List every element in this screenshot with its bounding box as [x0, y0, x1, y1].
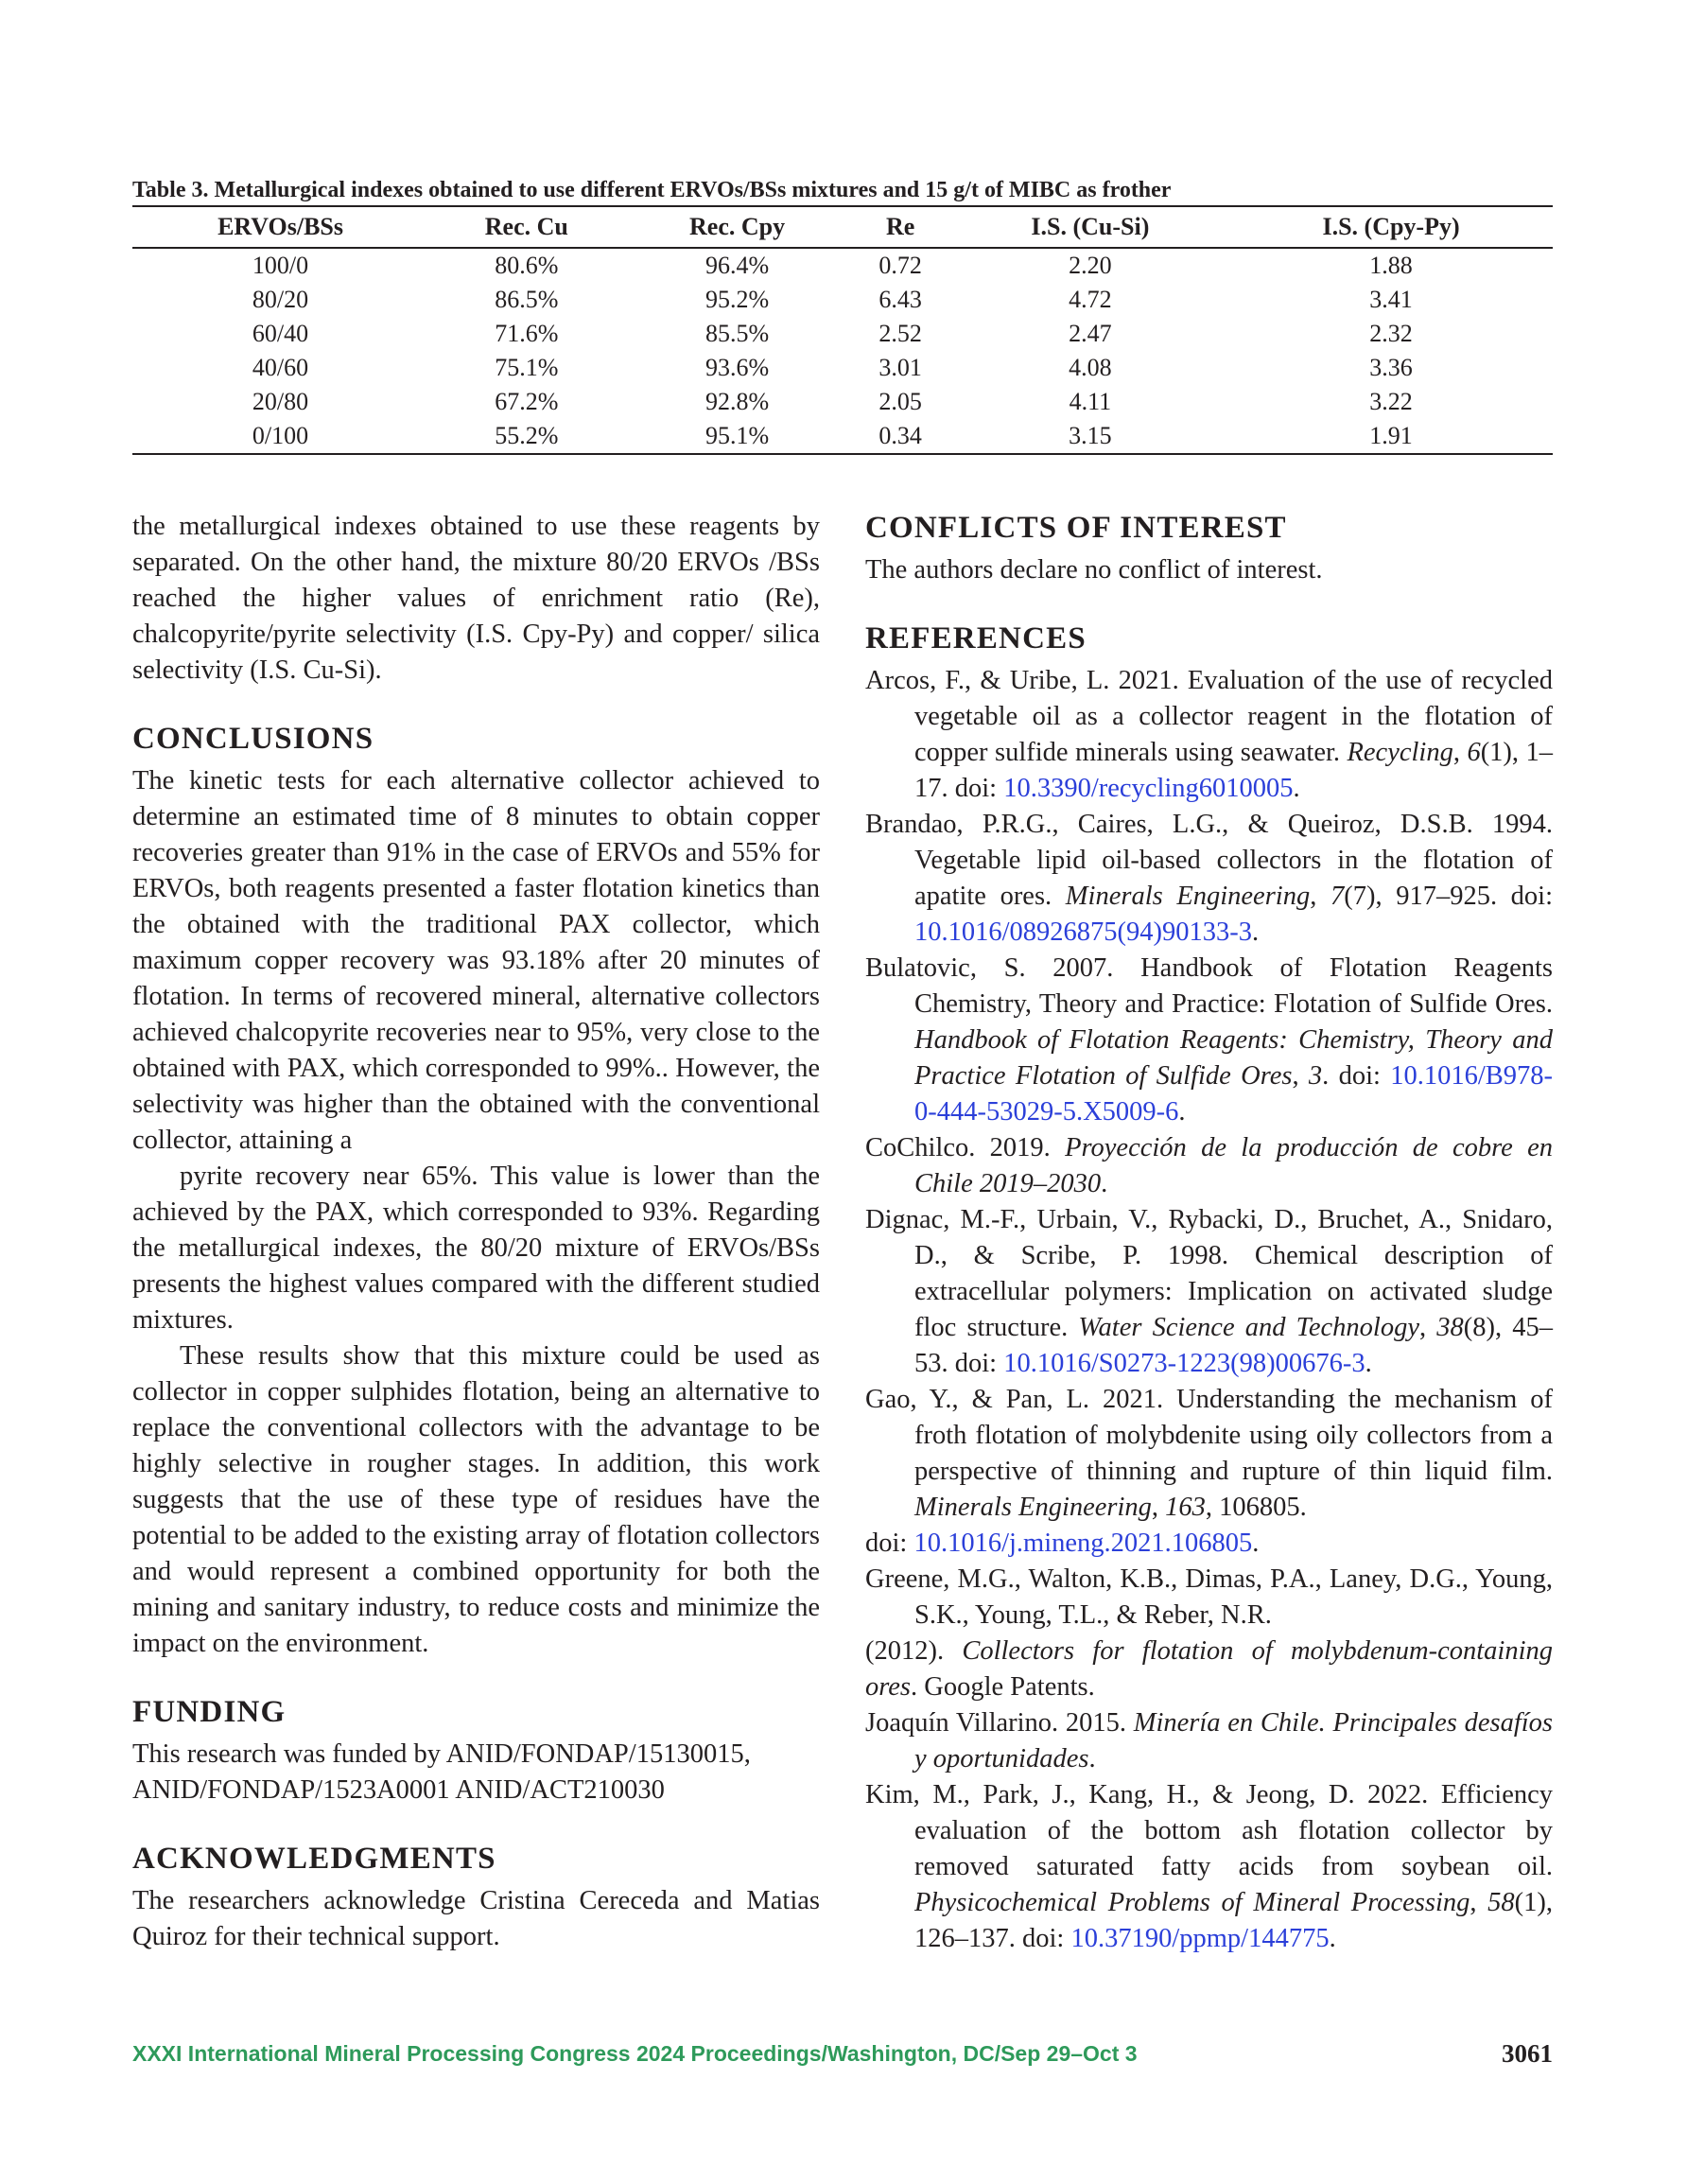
page-footer [132, 2035, 1553, 2072]
right-column [865, 509, 1553, 1957]
table-cell: 20/80 [252, 388, 309, 415]
table-cell: 71.6% [495, 320, 559, 347]
reference-item: Gao, Y., & Pan, L. 2021. Understanding the mechanism of froth flotation of molybdenite using oily collectors from a perspective of thinning and rupture of thin liquid film. Minerals Engineering, 163, 106805. [865, 1385, 1553, 1522]
table-cell: 0.72 [878, 252, 922, 279]
table-row [132, 419, 1553, 454]
table-row [132, 283, 1553, 317]
table-cell: 3.41 [1369, 286, 1413, 313]
reference-item: Bulatovic, S. 2007. Handbook of Flotation Reagents Chemistry, Theory and Practice: Flotation of Sulfide Ores. Handbook of Flotation Reagents: Chemistry, Theory and Practice Flotation of Sulfide Ores, 3. doi: 10.1016/B978-0-444-53029-5.X5009-6. [865, 953, 1554, 1127]
doi-link[interactable]: 10.3390/recycling6010005 [1003, 774, 1294, 803]
table-cell: 93.6% [704, 354, 770, 381]
table-cell: 4.72 [1069, 286, 1112, 313]
table-row [132, 317, 1553, 351]
conflicts-text: The authors declare no conflict of interest. [865, 555, 1323, 585]
reference-item: Dignac, M.-F., Urbain, V., Rybacki, D., Bruchet, A., Snidaro, D., & Scribe, P. 1998. Chemical description of extracellular polymers: Implication on activated sludge floc structure. Water Science and Technology, 38(8), 45–53. doi: 10.1016/S0273-1223(98)00676-3. [865, 1205, 1553, 1378]
footer-proceedings-title: XXXI International Mineral Processing Congress 2024 Proceedings/Washington, DC/Sep 29–Oct 3 [132, 2041, 1138, 2066]
acknowledgments-text: The researchers acknowledge Cristina Cereceda and Matias Quiroz for their technical support. [132, 1886, 820, 1951]
reference-item: Arcos, F., & Uribe, L. 2021. Evaluation of the use of recycled vegetable oil as a collector reagent in the flotation of copper sulfide minerals using seawater. Recycling, 6(1), 1–17. doi: 10.3390/recycling6010005. [865, 666, 1553, 803]
table-cell: 60/40 [252, 320, 309, 347]
funding-text: This research was funded by ANID/FONDAP/15130015, ANID/FONDAP/1523A0001 ANID/ACT210030 [132, 1739, 751, 1805]
table-cell: 4.11 [1069, 388, 1112, 415]
table-cell: 2.20 [1069, 252, 1112, 279]
table-cell: 1.91 [1369, 422, 1413, 449]
doi-link[interactable]: 10.1016/08926875(94)90133-3 [914, 917, 1253, 947]
reference-item: Joaquín Villarino. 2015. Minería en Chile. Principales desafíos y oportunidades. [865, 1708, 1554, 1773]
doi-link[interactable]: 10.1016/B978-0-444-53029-5.X5009-6 [914, 1061, 1554, 1127]
table-cell: 0.34 [878, 422, 922, 449]
funding-heading: FUNDING [132, 1695, 287, 1729]
table-cell: 3.15 [1069, 422, 1112, 449]
table-caption: Table 3. Metallurgical indexes obtained to use different ERVOs/BSs mixtures and 15 g/t of MIBC as frother [132, 178, 1172, 202]
table-cell: 80/20 [252, 286, 309, 313]
table-cell: 2.32 [1369, 320, 1413, 347]
table-row [132, 385, 1553, 419]
table-cell: 75.1% [495, 354, 559, 381]
table-cell: 1.88 [1369, 252, 1413, 279]
table-cell: 6.43 [878, 286, 922, 313]
table-cell: 95.1% [704, 422, 770, 449]
header-re: Re [886, 213, 915, 240]
intro-paragraph: the metallurgical indexes obtained to use these reagents by separated. On the other hand, the mixture 80/20 ERVOs /BSs reached the higher values of enrichment ratio (Re), chalcopyrite/pyrite selectivity (I.S. Cpy-Py) and copper/ silica selectivity (I.S. Cu-Si). [132, 512, 820, 685]
metallurgical-indexes-table [132, 205, 1553, 455]
table-cell: 55.2% [495, 422, 559, 449]
table-cell: 4.08 [1069, 354, 1112, 381]
reference-continuation: (2012). Collectors for flotation of molybdenum-containing ores. Google Patents. [865, 1636, 1553, 1702]
table-cell: 96.4% [704, 252, 770, 279]
header-is-cpy-py: I.S. (Cpy-Py) [1322, 213, 1460, 240]
conflicts-heading: CONFLICTS OF INTEREST [865, 511, 1287, 545]
header-ervos-bss: ERVOs/BSs [217, 213, 344, 240]
table-cell: 3.36 [1369, 354, 1413, 381]
references-heading: REFERENCES [865, 621, 1087, 655]
table-cell: 92.8% [704, 388, 770, 415]
table-cell: 0/100 [252, 422, 309, 449]
table-header-row [132, 206, 1553, 248]
table-cell: 85.5% [704, 320, 770, 347]
doi-link[interactable]: 10.37190/ppmp/144775 [1070, 1924, 1330, 1953]
table-cell: 67.2% [495, 388, 559, 415]
conclusions-paragraph-1: The kinetic tests for each alternative collector achieved to determine an estimated time of 8 minutes to obtain copper recoveries greater than 91% in the case of ERVOs and 55% for ERVOs, both reagents presented a faster flotation kinetics than the obtained with the traditional PAX collector, which maximum copper recovery was 93.18% after 20 minutes of flotation. In terms of recovered mineral, alternative collectors achieved chalcopyrite recoveries near to 95%, very close to the obtained with PAX, which corresponded to 99%.. However, the selectivity was higher than the obtained with the conventional collector, attaining a [132, 766, 820, 1155]
table-cell: 95.2% [704, 286, 770, 313]
table-cell: 100/0 [252, 252, 309, 279]
table-cell: 40/60 [252, 354, 309, 381]
table-cell: 86.5% [495, 286, 559, 313]
page-number: 3061 [1502, 2039, 1553, 2068]
reference-item: Greene, M.G., Walton, K.B., Dimas, P.A., Laney, D.G., Young, S.K., Young, T.L., & Reber, N.R. [865, 1564, 1553, 1630]
doi-link[interactable]: 10.1016/j.mineng.2021.106805 [913, 1529, 1253, 1558]
table-3 [132, 175, 1553, 455]
reference-doi-line: doi: 10.1016/j.mineng.2021.106805. [865, 1529, 1260, 1558]
table-cell: 3.01 [878, 354, 922, 381]
table-row [132, 351, 1553, 385]
doi-link[interactable]: 10.1016/S0273-1223(98)00676-3 [1003, 1349, 1365, 1378]
table-cell: 2.47 [1069, 320, 1112, 347]
table-cell: 2.52 [878, 320, 922, 347]
reference-item: Brandao, P.R.G., Caires, L.G., & Queiroz, D.S.B. 1994. Vegetable lipid oil-based collectors in the flotation of apatite ores. Minerals Engineering, 7(7), 917–925. doi: 10.1016/08926875(94)90133-3. [865, 810, 1554, 947]
table-cell: 2.05 [878, 388, 922, 415]
conclusions-paragraph-3: These results show that this mixture could be used as collector in copper sulphides flotation, being an alternative to replace the conventional collectors with the advantage to be highly selective in rougher stages. In addition, this work suggests that the use of these type of residues have the potential to be added to the existing array of flotation collectors and would represent a combined opportunity for both the mining and sanitary industry, to reduce costs and minimize the impact on the environment. [132, 1341, 820, 1658]
header-is-cu-si: I.S. (Cu-Si) [1031, 213, 1150, 240]
header-rec-cu: Rec. Cu [484, 213, 568, 240]
left-column [132, 509, 820, 1955]
conclusions-paragraph-2: pyrite recovery near 65%. This value is lower than the achieved by the PAX, which corresponded to 93%. Regarding the metallurgical indexes, the 80/20 mixture of ERVOs/BSs presents the highest values compared with the different studied mixtures. [132, 1162, 820, 1335]
header-rec-cpy: Rec. Cpy [689, 213, 786, 240]
table-cell: 80.6% [495, 252, 559, 279]
conclusions-heading: CONCLUSIONS [132, 722, 374, 756]
reference-item: Kim, M., Park, J., Kang, H., & Jeong, D. 2022. Efficiency evaluation of the bottom ash flotation collector by removed saturated fatty acids from soybean oil. Physicochemical Problems of Mineral Processing, 58(1), 126–137. doi: 10.37190/ppmp/144775. [865, 1780, 1553, 1953]
acknowledgments-heading: ACKNOWLEDGMENTS [132, 1842, 496, 1876]
table-cell: 3.22 [1369, 388, 1413, 415]
reference-item: CoChilco. 2019. Proyección de la producción de cobre en Chile 2019–2030. [865, 1133, 1553, 1198]
table-row [132, 248, 1553, 283]
